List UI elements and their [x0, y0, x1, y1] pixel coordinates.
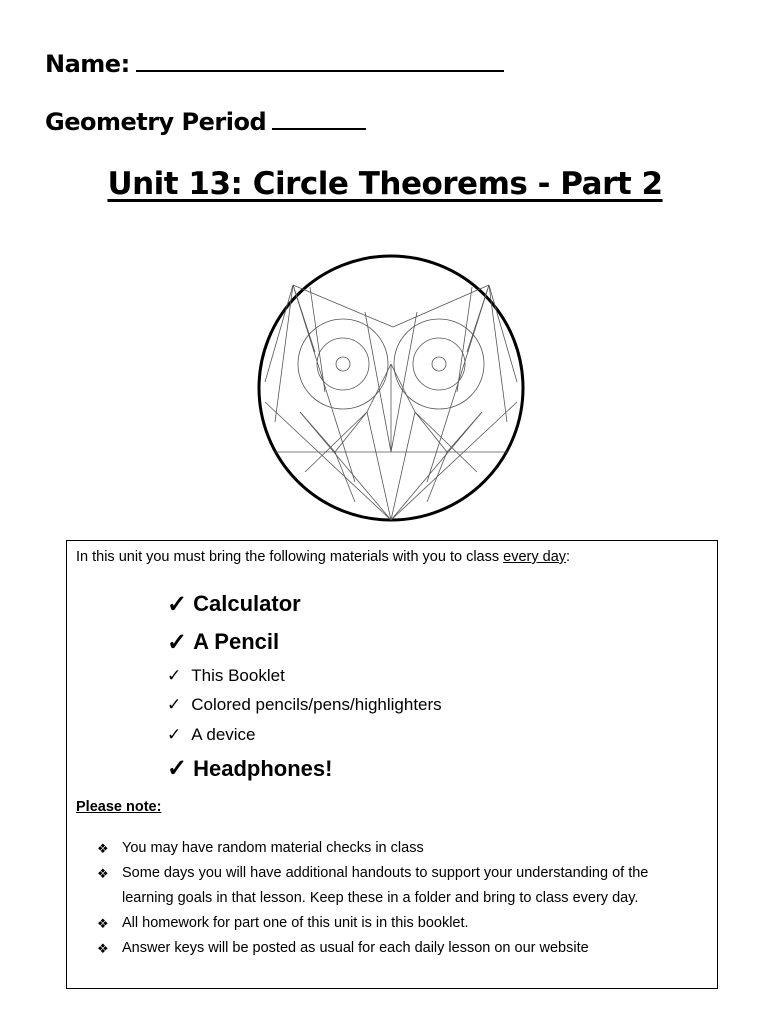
check-icon: ✓: [167, 628, 188, 656]
list-item: [167, 720, 442, 750]
list-item: [97, 861, 697, 911]
note-heading: Please note:: [76, 799, 162, 815]
intro-text: In this unit you must bring the following materials with you to class: [76, 549, 504, 565]
diamond-bullet-icon: ❖: [97, 916, 109, 931]
owl-geometry-illustration: [255, 252, 527, 524]
item-label: Headphones!: [193, 755, 333, 781]
check-icon: ✓: [167, 695, 182, 715]
item-label: Colored pencils/pens/highlighters: [191, 695, 442, 715]
item-label: Calculator: [193, 591, 301, 616]
check-icon: ✓: [167, 665, 182, 685]
list-item: [167, 623, 442, 661]
note-text: Answer keys will be posted as usual for each daily lesson on our website: [122, 940, 589, 956]
period-field-line: [45, 108, 366, 136]
list-item: [167, 661, 442, 691]
item-label: A device: [191, 724, 256, 744]
period-label: Geometry Period: [45, 108, 267, 136]
diamond-bullet-icon: ❖: [97, 841, 109, 856]
note-text: Some days you will have additional handouts to support your understanding of the learning goals in that lesson. Keep these in a folder and bring to class every day.: [122, 865, 649, 906]
item-label: This Booklet: [191, 665, 285, 685]
check-icon: ✓: [167, 724, 182, 744]
note-text: You may have random material checks in class: [122, 840, 424, 856]
list-item: [167, 585, 442, 623]
list-item: [167, 691, 442, 721]
list-item: [97, 911, 697, 936]
name-blank[interactable]: [136, 52, 504, 72]
check-icon: ✓: [167, 590, 188, 618]
notes-list: [97, 836, 697, 961]
list-item: [167, 750, 442, 788]
period-blank[interactable]: [272, 110, 366, 130]
list-item: [97, 836, 697, 861]
diamond-bullet-icon: ❖: [97, 866, 109, 881]
list-item: [97, 936, 697, 961]
materials-intro: [76, 549, 570, 565]
materials-box: [66, 540, 718, 989]
name-label: Name:: [45, 50, 130, 78]
check-icon: ✓: [167, 755, 188, 782]
page-title: Unit 13: Circle Theorems - Part 2: [107, 166, 663, 202]
intro-colon: :: [566, 549, 571, 565]
name-field-line: [45, 50, 504, 78]
note-text: All homework for part one of this unit is in this booklet.: [122, 915, 469, 931]
intro-emphasis: every day: [503, 549, 567, 565]
diamond-bullet-icon: ❖: [97, 941, 109, 956]
materials-list: [167, 585, 442, 788]
item-label: A Pencil: [193, 629, 280, 654]
